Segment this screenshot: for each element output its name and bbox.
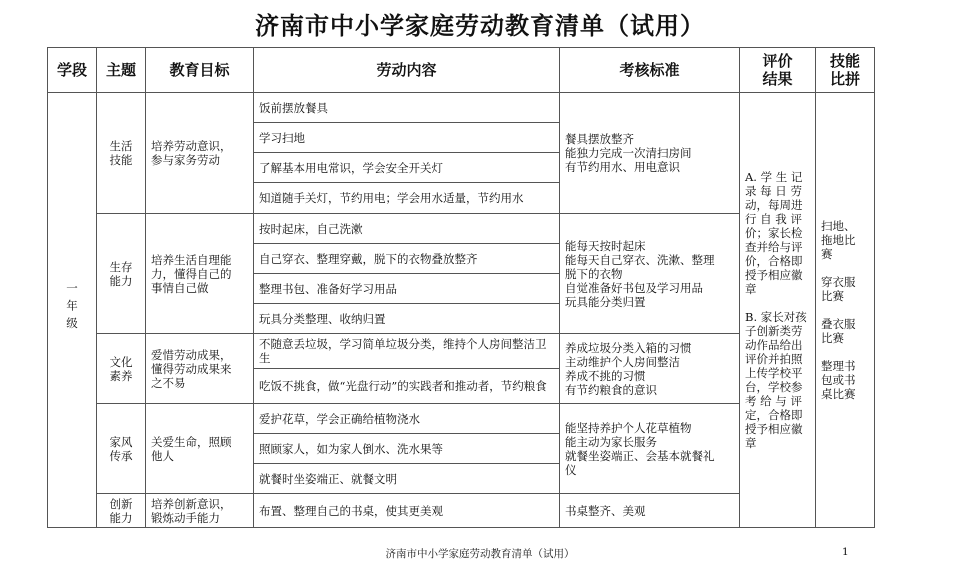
theme-cell: 创新 能力 bbox=[97, 494, 146, 528]
content-cell: 爱护花草，学会正确给植物浇水 bbox=[254, 404, 560, 434]
theme-cell: 家风 传承 bbox=[97, 404, 146, 494]
content-cell: 吃饭不挑食，做“光盘行动”的实践者和推动者，节约粮食 bbox=[254, 369, 560, 404]
grade-label: 一年级 bbox=[65, 282, 79, 335]
content-cell: 知道随手关灯，节约用电；学会用水适量，节约用水 bbox=[254, 183, 560, 214]
content-cell: 自己穿衣、整理穿戴，脱下的衣物叠放整齐 bbox=[254, 244, 560, 274]
theme-cell: 文化 素养 bbox=[97, 334, 146, 404]
header-skill: 技能 比拼 bbox=[816, 48, 875, 93]
header-row bbox=[48, 48, 875, 93]
header-result: 评价 结果 bbox=[740, 48, 816, 93]
goal-cell: 培养劳动意识， 参与家务劳动 bbox=[146, 93, 254, 214]
theme-cell: 生存 能力 bbox=[97, 214, 146, 334]
content-cell: 玩具分类整理、收纳归置 bbox=[254, 304, 560, 334]
labor-education-table bbox=[47, 47, 875, 528]
header-standard: 考核标准 bbox=[560, 48, 740, 93]
goal-cell: 爱惜劳动成果， 懂得劳动成果来 之不易 bbox=[146, 334, 254, 404]
goal-cell: 培养创新意识， 锻炼动手能力 bbox=[146, 494, 254, 528]
table-row bbox=[48, 93, 875, 123]
header-goal: 教育目标 bbox=[146, 48, 254, 93]
standard-cell: 书桌整齐、美观 bbox=[560, 494, 740, 528]
standard-cell: 能坚持养护个人花草植物 能主动为家长服务 就餐坐姿端正、会基本就餐礼 仪 bbox=[560, 404, 740, 494]
theme-cell: 生活 技能 bbox=[97, 93, 146, 214]
document-title: 济南市中小学家庭劳动教育清单（试用） bbox=[255, 12, 705, 40]
evaluation-cell: A. 学 生 记 录 每 日 劳 动，每周进 行 自 我 评 价；家长检 查并给与评 价，合格即 授予相应徽 章 B. 家长对孩 子创新类劳 动作品给出 评价并拍照 上传学校平 台，学校参 考 给 与 评 定，合格即 授予相应徽 章 bbox=[740, 93, 816, 528]
content-cell: 了解基本用电常识，学会安全开关灯 bbox=[254, 153, 560, 183]
header-content: 劳动内容 bbox=[254, 48, 560, 93]
header-theme: 主题 bbox=[97, 48, 146, 93]
content-cell: 按时起床，自己洗漱 bbox=[254, 214, 560, 244]
standard-cell: 养成垃圾分类入箱的习惯 主动维护个人房间整洁 养成不挑的习惯 有节约粮食的意识 bbox=[560, 334, 740, 404]
content-cell: 整理书包、准备好学习用品 bbox=[254, 274, 560, 304]
content-cell: 学习扫地 bbox=[254, 123, 560, 153]
page-footer: 济南市中小学家庭劳动教育清单（试用） bbox=[385, 548, 575, 560]
goal-cell: 关爱生命，照顾 他人 bbox=[146, 404, 254, 494]
standard-cell: 能每天按时起床 能每天自己穿衣、洗漱、整理 脱下的衣物 自觉准备好书包及学习用品 玩具能分类归置 bbox=[560, 214, 740, 334]
grade-cell bbox=[48, 93, 97, 528]
standard-cell: 餐具摆放整齐 能独力完成一次清扫房间 有节约用水、用电意识 bbox=[560, 93, 740, 214]
content-cell: 布置、整理自己的书桌，使其更美观 bbox=[254, 494, 560, 528]
goal-cell: 培养生活自理能 力，懂得自己的 事情自己做 bbox=[146, 214, 254, 334]
content-cell: 照顾家人，如为家人倒水、洗水果等 bbox=[254, 434, 560, 464]
content-cell: 就餐时坐姿端正、就餐文明 bbox=[254, 464, 560, 494]
content-cell: 不随意丢垃圾，学习简单垃圾分类，维持个人房间整洁卫生 bbox=[254, 334, 560, 369]
page-number: 1 bbox=[842, 546, 849, 558]
header-stage: 学段 bbox=[48, 48, 97, 93]
skill-competition-cell: 扫地、 拖地比 赛 穿衣服 比赛 叠衣服 比赛 整理书 包或书 桌比赛 bbox=[816, 93, 875, 528]
content-cell: 饭前摆放餐具 bbox=[254, 93, 560, 123]
